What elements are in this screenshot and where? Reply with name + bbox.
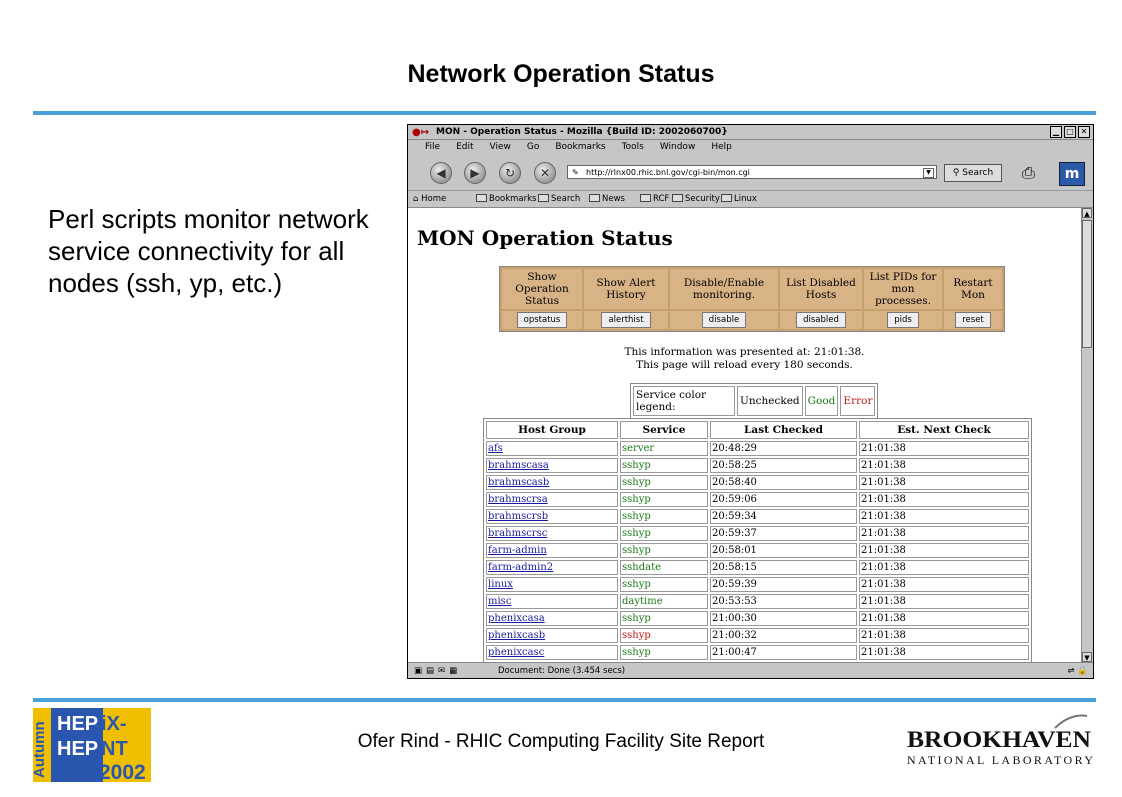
menu-item-window[interactable]: Window [659,142,696,152]
last-checked-cell: 20:59:34 [710,509,857,524]
svg-text:HEP: HEP [57,738,99,760]
slide-title: Network Operation Status [407,60,715,88]
table-row [486,594,1029,609]
close-button[interactable]: ✕ [1078,126,1090,138]
table-row [486,475,1029,490]
host-group-cell [486,594,618,609]
svg-text:NT: NT [101,738,128,760]
host-group-link[interactable]: brahmscasa [488,460,549,471]
status-text: Document: Done (3.454 secs) [498,666,626,676]
control-button-cell [502,311,582,329]
host-group-cell [486,543,618,558]
search-button[interactable] [944,164,1002,182]
host-group-link[interactable]: farm-admin [488,545,547,556]
disable-button[interactable]: disable [702,312,746,328]
folder-icon [672,194,683,202]
table-row [486,611,1029,626]
next-check-cell: 21:01:38 [859,492,1029,507]
svg-text:HEP: HEP [57,713,99,735]
search-label: Search [962,168,994,178]
bookmark-home[interactable] [413,191,446,207]
disabled-button[interactable]: disabled [796,312,846,328]
control-button-cell [944,311,1002,329]
last-checked-cell: 20:53:53 [710,594,857,609]
bookmark-label: Security [685,194,720,204]
last-checked-cell: 20:59:37 [710,526,857,541]
last-checked-cell: 21:00:30 [710,611,857,626]
host-group-link[interactable]: phenixcasb [488,630,546,641]
control-label-disabled: List Disabled Hosts [780,269,862,309]
print-icon[interactable]: ⎙ [1022,163,1035,182]
maximize-button[interactable]: □ [1064,126,1076,138]
forward-icon[interactable]: ▶ [464,162,486,184]
table-row [486,645,1029,660]
svg-text:2002: 2002 [99,761,146,784]
host-status-table [483,418,1032,663]
next-check-cell: 21:01:38 [859,509,1029,524]
window-titlebar [408,125,1093,140]
host-group-link[interactable]: farm-admin2 [488,562,554,573]
brookhaven-lab-logo [905,714,1097,770]
search-icon: ⚲ [952,168,960,178]
menu-item-edit[interactable]: Edit [456,142,474,152]
table-row [486,492,1029,507]
host-group-cell [486,526,618,541]
url-text: http://rlnx00.rhic.bnl.gov/cgi-bin/mon.cgi [586,168,750,177]
info-reload-interval: This page will reload every 180 seconds. [636,359,853,371]
service-cell: sshyp [620,509,708,524]
last-checked-cell: 21:00:47 [710,645,857,660]
host-group-cell [486,492,618,507]
bookmark-bookmarks[interactable] [476,191,537,207]
table-row [486,509,1029,524]
bookmark-linux[interactable] [721,191,757,207]
folder-icon [476,194,487,202]
url-dropdown-icon[interactable]: ▼ [923,168,934,178]
last-checked-cell: 20:58:40 [710,475,857,490]
next-check-cell: 21:01:38 [859,594,1029,609]
bookmark-label: Linux [734,194,757,204]
table-row [486,526,1029,541]
alerthist-button[interactable]: alerthist [601,312,650,328]
table-row [486,628,1029,643]
service-cell: daytime [620,594,708,609]
bookmarks-toolbar [408,190,1093,208]
scroll-down-icon[interactable]: ▼ [1082,652,1092,662]
menu-item-bookmarks[interactable]: Bookmarks [555,142,606,152]
svg-text:iX-: iX- [101,713,127,735]
legend-label: Service color legend: [633,386,735,416]
window-title: MON - Operation Status - Mozilla {Build ID: 2002060700} [436,127,728,137]
next-check-cell: 21:01:38 [859,458,1029,473]
host-group-link[interactable]: brahmscasb [488,477,550,488]
opstatus-button[interactable]: opstatus [517,312,568,328]
bookmark-rcf[interactable] [640,191,669,207]
last-checked-cell: 20:58:15 [710,560,857,575]
column-header-last-checked: Last Checked [710,421,857,439]
control-button-cell [584,311,668,329]
reset-button[interactable]: reset [955,312,991,328]
menu-item-view[interactable]: View [489,142,511,152]
folder-icon [589,194,600,202]
legend-error: Error [840,386,875,416]
next-check-cell: 21:01:38 [859,475,1029,490]
mozilla-app-icon: ●↦ [412,127,430,138]
service-cell: sshyp [620,611,708,626]
next-check-cell: 21:01:38 [859,441,1029,456]
bookmark-label: Search [551,194,581,204]
table-row [486,441,1029,456]
next-check-cell: 21:01:38 [859,560,1029,575]
bookmark-news[interactable] [589,191,625,207]
table-row [486,543,1029,558]
service-cell: sshyp [620,645,708,660]
home-icon: ⌂ [413,194,422,204]
legend-unchecked: Unchecked [737,386,803,416]
navigation-toolbar [408,156,1093,189]
host-group-cell [486,628,618,643]
host-group-cell [486,577,618,592]
security-lock-icon[interactable]: ⇌ 🔒 [1067,666,1088,676]
bookmark-label: Home [421,194,447,204]
host-group-link[interactable]: brahmscrsa [488,494,548,505]
table-row [486,577,1029,592]
bookmark-label: RCF [653,194,670,204]
host-group-link[interactable]: phenixcasc [488,647,545,658]
host-group-link[interactable]: misc [488,596,512,607]
column-header-service: Service [620,421,708,439]
last-checked-cell: 20:59:06 [710,492,857,507]
last-checked-cell: 20:48:29 [710,441,857,456]
control-label-disable: Disable/Enable monitoring. [670,269,778,309]
slide-bullet-text: Perl scripts monitor network service connectivity for all nodes (ssh, yp, etc.) [48,204,369,298]
service-cell: sshyp [620,492,708,507]
legend-good: Good [805,386,839,416]
host-group-cell [486,458,618,473]
folder-icon [640,194,651,202]
svg-text:BROOKHAVEN: BROOKHAVEN [907,727,1092,752]
scroll-thumb[interactable] [1082,220,1092,348]
browser-window [407,124,1094,679]
last-checked-cell: 20:59:39 [710,577,857,592]
bookmark-label: Bookmarks [489,194,537,204]
slide-footer: Ofer Rind - RHIC Computing Facility Site Report [357,731,765,752]
next-check-cell: 21:01:38 [859,628,1029,643]
menu-bar [408,140,1093,155]
service-cell: sshdate [620,560,708,575]
column-header-est-next-check: Est. Next Check [859,421,1029,439]
page-heading: MON Operation Status [417,226,673,250]
menu-item-help[interactable]: Help [711,142,732,152]
svg-text:Autumn: Autumn [31,721,48,778]
menu-item-file[interactable]: File [425,142,441,152]
back-icon[interactable]: ◀ [430,162,452,184]
bottom-divider [33,698,1096,702]
vertical-scrollbar[interactable] [1081,208,1093,662]
host-group-link[interactable]: brahmscrsc [488,528,548,539]
service-cell: sshyp [620,628,708,643]
svg-text:NATIONAL LABORATORY: NATIONAL LABORATORY [907,753,1093,767]
next-check-cell: 21:01:38 [859,577,1029,592]
service-cell: sshyp [620,577,708,592]
control-button-cell [780,311,862,329]
menu-item-tools[interactable]: Tools [621,142,644,152]
scroll-up-icon[interactable]: ▲ [1082,208,1092,218]
control-label-reset: Restart Mon [944,269,1002,309]
next-check-cell: 21:01:38 [859,543,1029,558]
service-cell: sshyp [620,543,708,558]
table-row [486,560,1029,575]
column-header-host-group: Host Group [486,421,618,439]
page-content [408,208,1081,662]
status-bar [408,662,1093,679]
control-button-cell [670,311,778,329]
host-group-link[interactable]: phenixcasa [488,613,545,624]
host-group-cell [486,509,618,524]
last-checked-cell: 20:58:01 [710,543,857,558]
folder-icon [538,194,549,202]
control-label-alerthist: Show Alert History [584,269,668,309]
mozilla-throbber-icon: m [1059,162,1085,186]
control-label-opstatus: Show Operation Status [502,269,582,309]
bookmark-security[interactable] [672,191,720,207]
bookmark-search[interactable] [538,191,580,207]
host-group-link[interactable]: linux [488,579,513,590]
last-checked-cell: 20:58:25 [710,458,857,473]
next-check-cell: 21:01:38 [859,526,1029,541]
last-checked-cell: 21:00:32 [710,628,857,643]
host-group-link[interactable]: brahmscrsb [488,511,549,522]
host-group-cell [486,475,618,490]
next-check-cell: 21:01:38 [859,611,1029,626]
control-panel [499,266,1005,332]
service-cell: sshyp [620,458,708,473]
folder-icon [721,194,732,202]
service-cell: sshyp [620,526,708,541]
bookmark-label: News [602,194,625,204]
service-color-legend [630,383,878,419]
menu-item-go[interactable]: Go [526,142,540,152]
stop-icon[interactable]: ✕ [534,162,556,184]
info-presented-time: This information was presented at: 21:01:38. [624,346,865,358]
service-cell: server [620,441,708,456]
table-row [486,458,1029,473]
host-group-cell [486,645,618,660]
reload-icon[interactable]: ↻ [499,162,521,184]
host-group-cell [486,611,618,626]
top-divider [33,111,1096,115]
control-label-pids: List PIDs for mon processes. [864,269,942,309]
service-cell: sshyp [620,475,708,490]
pids-button[interactable]: pids [887,312,919,328]
component-bar-icons[interactable]: ▣▤✉▦ [414,666,462,676]
minimize-button[interactable]: ▁ [1050,126,1062,138]
host-group-cell [486,441,618,456]
page-proxy-icon: ✎ [572,168,579,177]
url-field[interactable] [567,165,937,179]
host-group-cell [486,560,618,575]
control-button-cell [864,311,942,329]
next-check-cell: 21:01:38 [859,645,1029,660]
host-group-link[interactable]: afs [488,443,503,454]
